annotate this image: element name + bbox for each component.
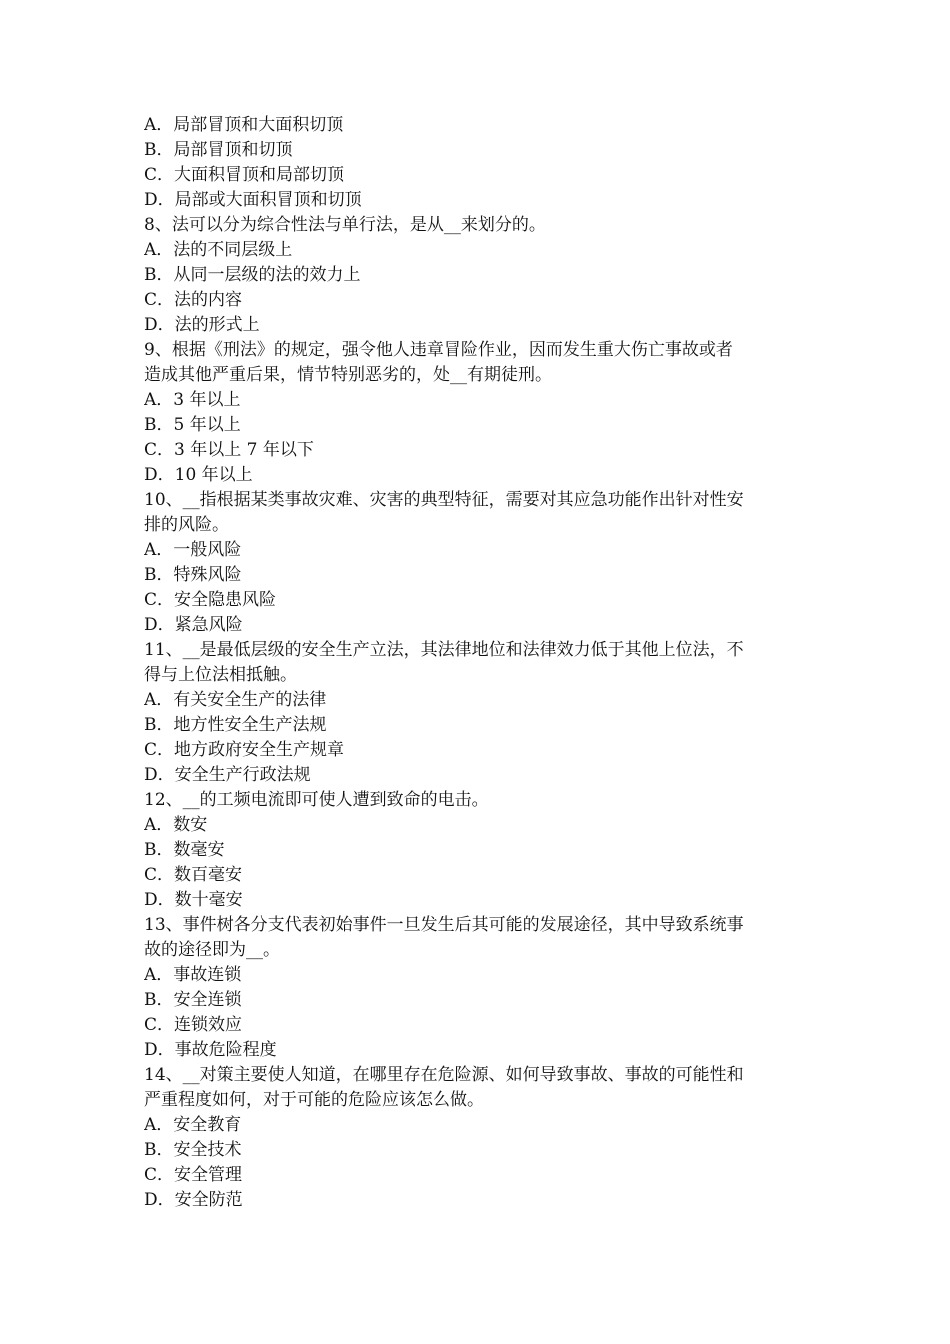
text-line: D．紧急风险	[144, 615, 243, 635]
text-line: A．事故连锁	[144, 965, 242, 985]
text-line: C．法的内容	[144, 290, 243, 310]
text-line: 11、__是最低层级的安全生产立法，其法律地位和法律效力低于其他上位法，不	[144, 640, 744, 660]
text-line: D．局部或大面积冒顶和切顶	[144, 190, 362, 210]
text-line: A．一般风险	[144, 540, 242, 560]
text-line: C．大面积冒顶和局部切顶	[144, 165, 345, 185]
text-line: 13、事件树各分支代表初始事件一旦发生后其可能的发展途径，其中导致系统事	[144, 915, 744, 935]
text-line: 14、__对策主要使人知道，在哪里存在危险源、如何导致事故、事故的可能性和	[144, 1065, 744, 1085]
text-line: D．法的形式上	[144, 315, 260, 335]
text-line: B．从同一层级的法的效力上	[144, 265, 361, 285]
text-line: D．数十毫安	[144, 890, 243, 910]
text-line: B．特殊风险	[144, 565, 242, 585]
text-line: 9、根据《刑法》的规定，强令他人违章冒险作业，因而发生重大伤亡事故或者	[144, 340, 733, 360]
text-line: C．地方政府安全生产规章	[144, 740, 345, 760]
text-line: A．安全教育	[144, 1115, 242, 1135]
text-line: C．安全管理	[144, 1165, 243, 1185]
text-line: 12、__的工频电流即可使人遭到致命的电击。	[144, 790, 489, 810]
text-line: B．局部冒顶和切顶	[144, 140, 293, 160]
text-line: A．有关安全生产的法律	[144, 690, 327, 710]
text-line: 8、法可以分为综合性法与单行法，是从__来划分的。	[144, 215, 546, 235]
text-line: B．安全连锁	[144, 990, 242, 1010]
text-line: 严重程度如何，对于可能的危险应该怎么做。	[144, 1090, 484, 1110]
text-line: C．安全隐患风险	[144, 590, 277, 610]
text-line: D．安全生产行政法规	[144, 765, 311, 785]
text-line: 故的途径即为__。	[144, 940, 280, 960]
text-line: B．数毫安	[144, 840, 225, 860]
text-line: A．局部冒顶和大面积切顶	[144, 115, 344, 135]
text-line: D．安全防范	[144, 1190, 243, 1210]
document-page	[144, 113, 812, 1213]
text-line: A．法的不同层级上	[144, 240, 293, 260]
text-line: C．3 年以上 7 年以下	[144, 440, 314, 460]
text-line: C．连锁效应	[144, 1015, 243, 1035]
text-line: B．5 年以上	[144, 415, 241, 435]
text-line: B．安全技术	[144, 1140, 242, 1160]
text-line: D．事故危险程度	[144, 1040, 277, 1060]
text-line: A．数安	[144, 815, 208, 835]
text-line: B．地方性安全生产法规	[144, 715, 327, 735]
text-line: 得与上位法相抵触。	[144, 665, 297, 685]
text-line: 10、__指根据某类事故灾难、灾害的典型特征，需要对其应急功能作出针对性安	[144, 490, 744, 510]
text-line: D．10 年以上	[144, 465, 253, 485]
text-line: 排的风险。	[144, 515, 229, 535]
text-line: C．数百毫安	[144, 865, 243, 885]
text-line: 造成其他严重后果，情节特别恶劣的，处__有期徒刑。	[144, 365, 552, 385]
text-line: A．3 年以上	[144, 390, 241, 410]
